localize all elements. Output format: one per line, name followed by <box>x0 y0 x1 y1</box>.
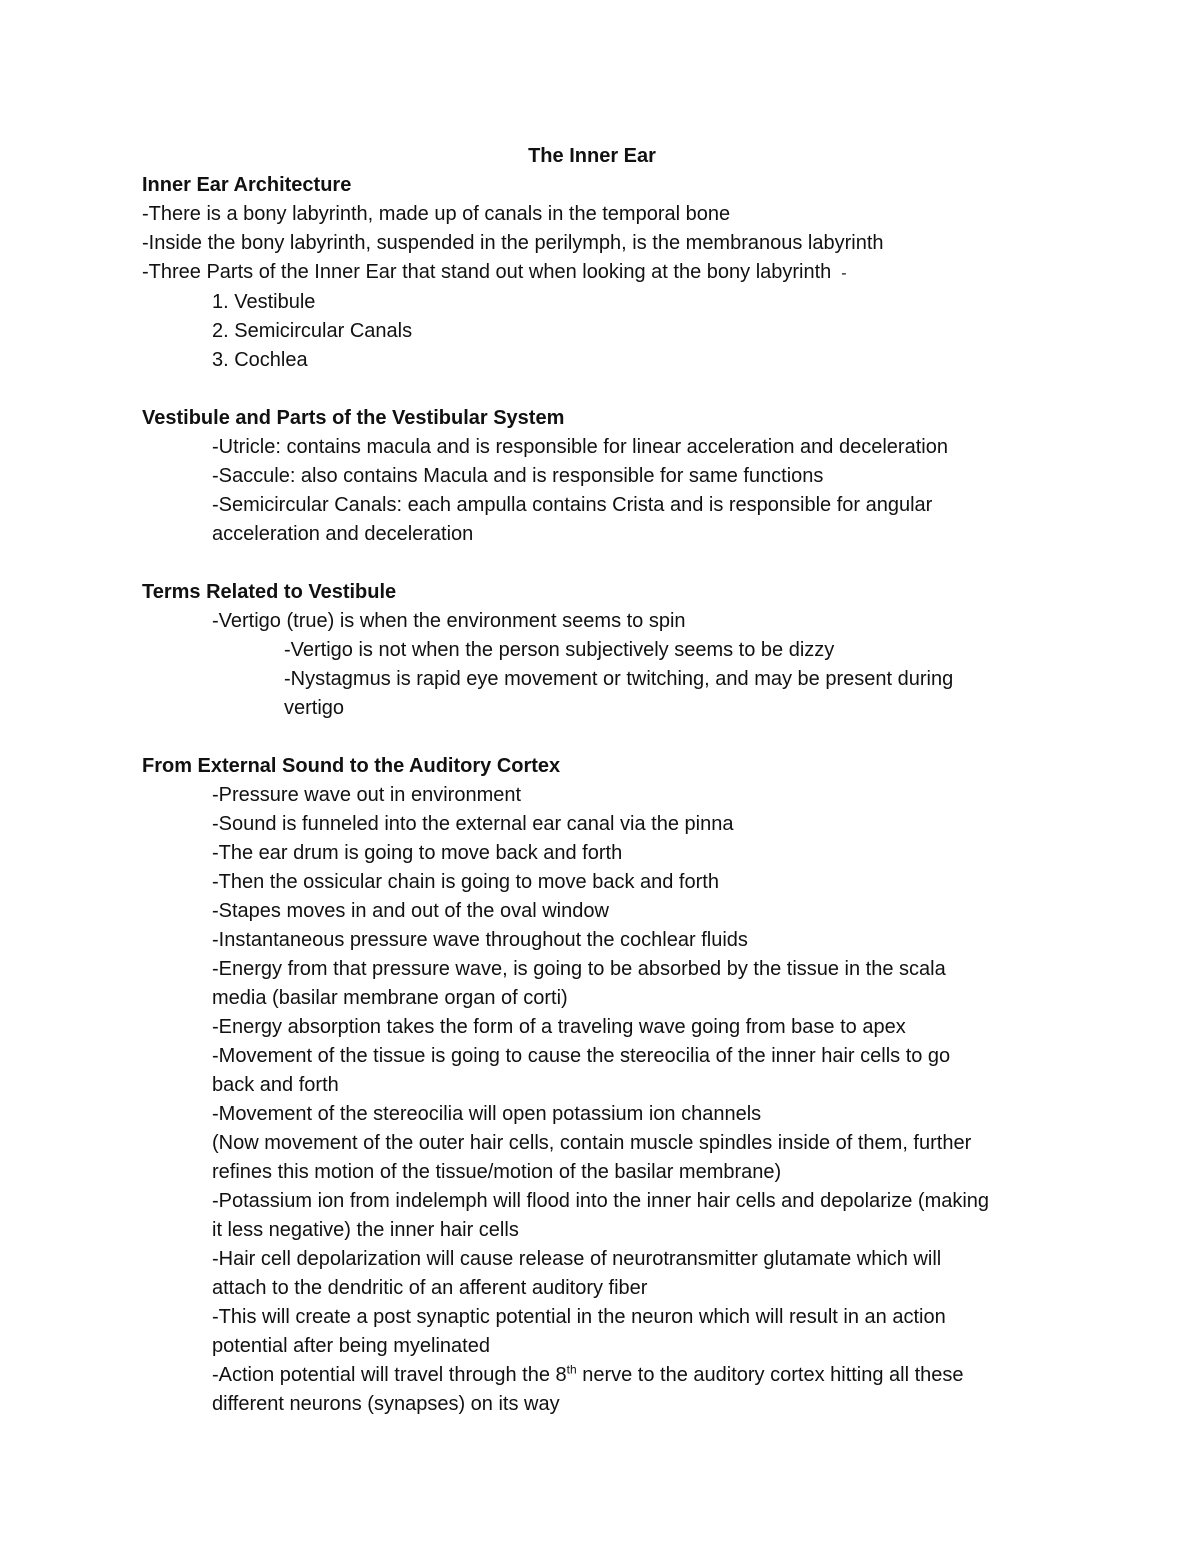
section-heading-auditory-pathway: From External Sound to the Auditory Cortex <box>142 755 561 777</box>
page-title: The Inner Ear <box>528 145 656 167</box>
text-line: -Energy from that pressure wave, is going to be absorbed by the tissue in the scala <box>212 958 946 980</box>
text-line: -Three Parts of the Inner Ear that stand out when looking at the bony labyrinth <box>142 261 832 283</box>
text-line: -Nystagmus is rapid eye movement or twitching, and may be present during <box>284 668 954 690</box>
superscript: th <box>566 1362 577 1377</box>
text-fragment: nerve to the auditory cortex hitting all these <box>576 1364 964 1386</box>
text-line: -Sound is funneled into the external ear canal via the pinna <box>212 813 734 835</box>
text-line: -Vertigo (true) is when the environment seems to spin <box>212 610 686 632</box>
text-line: (Now movement of the outer hair cells, contain muscle spindles inside of them, further <box>212 1132 972 1154</box>
text-line: -The ear drum is going to move back and forth <box>212 842 623 864</box>
text-line: -Hair cell depolarization will cause release of neurotransmitter glutamate which will <box>212 1248 942 1270</box>
section-heading-vestibule-terms: Terms Related to Vestibule <box>142 581 397 603</box>
dash-mark: - <box>841 265 847 282</box>
text-line: vertigo <box>284 697 345 719</box>
text-line: -Pressure wave out in environment <box>212 784 522 806</box>
text-line: -Utricle: contains macula and is responsible for linear acceleration and deceleration <box>212 436 948 458</box>
paragraph-gap <box>142 375 1072 404</box>
text-line: different neurons (synapses) on its way <box>212 1393 560 1415</box>
text-line: -Semicircular Canals: each ampulla contains Crista and is responsible for angular <box>212 494 933 516</box>
text-line: potential after being myelinated <box>212 1335 490 1357</box>
text-line: -Potassium ion from indelemph will flood into the inner hair cells and depolarize (making <box>212 1190 990 1212</box>
text-line: -Inside the bony labyrinth, suspended in the perilymph, is the membranous labyrinth <box>142 232 884 254</box>
text-line: -Then the ossicular chain is going to move back and forth <box>212 871 719 893</box>
list-item: 1. Vestibule <box>212 291 316 313</box>
text-fragment: -Action potential will travel through the 8 <box>212 1364 567 1386</box>
text-line: media (basilar membrane organ of corti) <box>212 987 568 1009</box>
text-line: -Instantaneous pressure wave throughout the cochlear fluids <box>212 929 748 951</box>
text-line: back and forth <box>212 1074 339 1096</box>
list-item: 2. Semicircular Canals <box>212 320 413 342</box>
text-line: -This will create a post synaptic potential in the neuron which will result in an action <box>212 1306 946 1328</box>
text-line: -Stapes moves in and out of the oval window <box>212 900 609 922</box>
text-line: -Energy absorption takes the form of a traveling wave going from base to apex <box>212 1016 906 1038</box>
text-line: -There is a bony labyrinth, made up of canals in the temporal bone <box>142 203 731 225</box>
text-line: -Movement of the tissue is going to cause the stereocilia of the inner hair cells to go <box>212 1045 951 1067</box>
text-line: acceleration and deceleration <box>212 523 474 545</box>
text-line: attach to the dendritic of an afferent auditory fiber <box>212 1277 648 1299</box>
text-line-with-mark <box>142 258 1072 288</box>
paragraph-gap <box>142 723 1072 752</box>
text-line: -Vertigo is not when the person subjectively seems to be dizzy <box>284 639 835 661</box>
text-line: -Movement of the stereocilia will open potassium ion channels <box>212 1103 762 1125</box>
section-heading-vestibular-system: Vestibule and Parts of the Vestibular System <box>142 407 565 429</box>
section-heading-architecture: Inner Ear Architecture <box>142 174 352 196</box>
list-item: 3. Cochlea <box>212 349 308 371</box>
text-line: refines this motion of the tissue/motion of the basilar membrane) <box>212 1161 782 1183</box>
text-line-with-superscript <box>142 1361 1072 1390</box>
document-body <box>142 142 1072 1419</box>
paragraph-gap <box>142 549 1072 578</box>
text-line: it less negative) the inner hair cells <box>212 1219 519 1241</box>
text-line: -Saccule: also contains Macula and is responsible for same functions <box>212 465 824 487</box>
